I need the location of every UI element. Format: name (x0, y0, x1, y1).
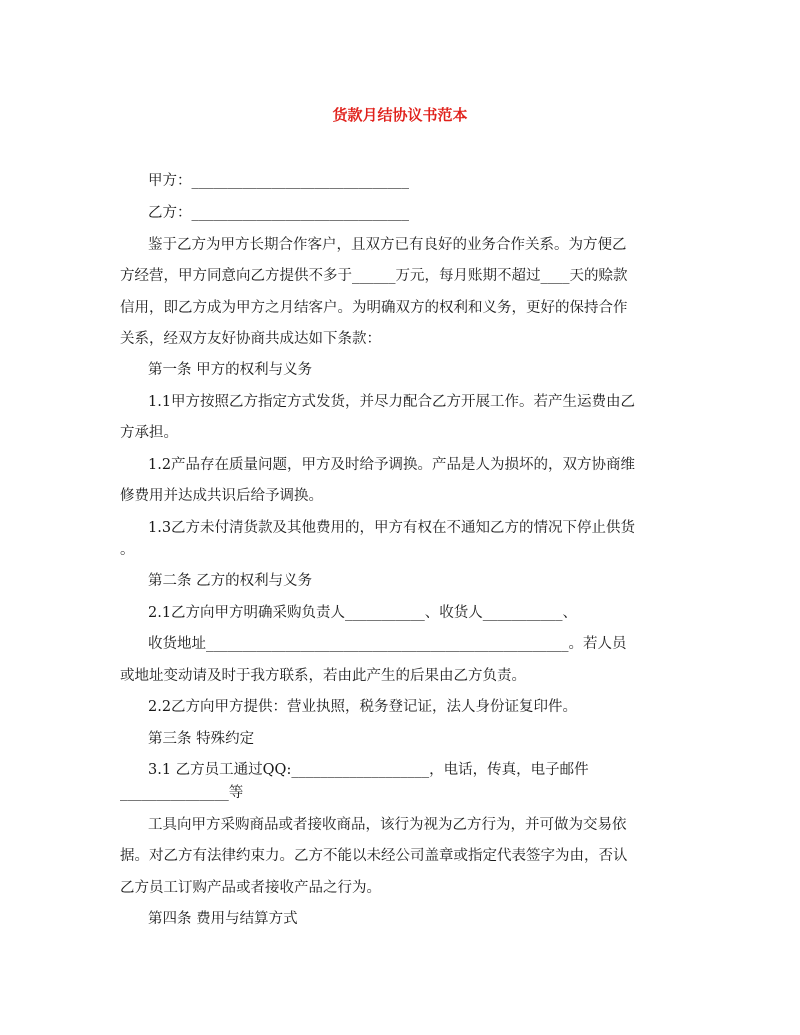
clause-3-1-line-4: 据。对乙方有法律约束力。乙方不能以未经公司盖章或指定代表签字为由，否认 (120, 848, 628, 864)
article-1-heading: 第一条 甲方的权利与义务 (148, 362, 313, 378)
article-3-heading: 第三条 特殊约定 (148, 731, 255, 747)
party-a-line: 甲方：______________________________ (148, 173, 409, 189)
preamble-line-4: 关系，经双方友好协商共成达如下条款： (120, 331, 381, 347)
article-4-heading: 第四条 费用与结算方式 (148, 911, 298, 927)
clause-3-1-line-3: 工具向甲方采购商品或者接收商品，该行为视为乙方行为，并可做为交易依 (148, 817, 627, 833)
clause-2-1-line-3: 或地址变动请及时于我方联系，若由此产生的后果由乙方负责。 (120, 668, 526, 684)
document-title: 货款月结协议书范本 (332, 106, 468, 124)
clause-1-3-line-1: 1.3乙方未付清货款及其他费用的，甲方有权在不通知乙方的情况下停止供货 (148, 520, 636, 536)
article-2-heading: 第二条 乙方的权利与义务 (148, 573, 313, 589)
clause-1-1-line-2: 方承担。 (120, 425, 178, 441)
clause-3-1-line-5: 乙方员工订购产品或者接收产品之行为。 (120, 880, 381, 896)
preamble-line-3: 信用，即乙方成为甲方之月结客户。为明确双方的权利和义务，更好的保持合作 (120, 300, 628, 316)
clause-1-3-line-2: 。 (120, 542, 135, 558)
clause-1-2-line-2: 修费用并达成共识后给予调换。 (120, 488, 323, 504)
clause-2-1-line-1: 2.1乙方向甲方明确采购负责人___________、收货人___________、 (148, 605, 578, 621)
party-b-line: 乙方：______________________________ (148, 205, 409, 221)
preamble-line-2: 方经营，甲方同意向乙方提供不多于______万元，每月账期不超过____天的赊款 (120, 268, 628, 284)
preamble-line-1: 鉴于乙方为甲方长期合作客户，且双方已有良好的业务合作关系。为方便乙 (148, 237, 627, 253)
clause-3-1-line-1: 3.1 乙方员工通过QQ:___________________，电话，传真，电子邮件 (148, 762, 589, 778)
clause-1-2-line-1: 1.2产品存在质量问题，甲方及时给予调换。产品是人为损坏的，双方协商维 (148, 457, 636, 473)
clause-2-1-line-2: 收货地址__________________________________________________。若人员 (148, 636, 627, 652)
clause-1-1-line-1: 1.1甲方按照乙方指定方式发货，并尽力配合乙方开展工作。若产生运费由乙 (148, 394, 636, 410)
clause-2-2: 2.2乙方向甲方提供：营业执照，税务登记证，法人身份证复印件。 (148, 699, 578, 715)
clause-3-1-line-2: _______________等 (120, 785, 244, 801)
